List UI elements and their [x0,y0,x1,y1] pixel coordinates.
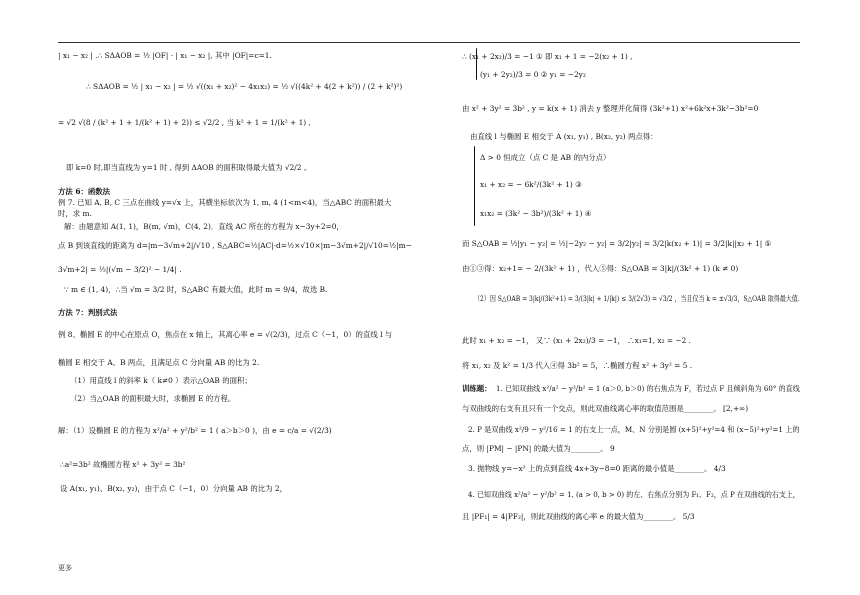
formula-line: （2）因 S△OAB = 3|k|/(3k²+1) = 3/(3|k| + 1/|k|) ≤ 3/(2√3) = √3/2 ，当且仅当 k = ±√3/3，S△OAB 取得最大值. [474,294,800,303]
text-line: | x₁ − x₂ | .∴ SΔAOB = ½ |OF| · | x₁ − x₂ |, 其中 |OF|=c=1. [58,51,272,60]
footer-more: 更多 [58,564,72,572]
system-line: Δ > 0 恒成立（点 C 是 AB 的内分点） [480,153,611,162]
answer-text: ∴a²=3b² 故椭圆方程 x² + 3y² = 3b² [60,460,186,469]
system-line: x₁x₂ = (3k² − 3b²)/(3k² + 1) ④ [480,209,592,218]
formula-line: ∴ SΔAOB = ½ | x₁ − x₂ | = ½ √((x₁ + x₂)² − 4x₁x₂) = ½ √((4k² + 4(2 + k²)) / (2 + k²)²) [86,82,403,91]
formula-line: = √2 √(8 / (k² + 1 + 1/(k² + 1) + 2)) ≤ √2/2 , 当 k² + 1 = 1/(k² + 1) , [58,118,311,127]
exercise-text: 与双曲线的右支有且只有一个交点，则此双曲线离心率的取值范围是________。 [2,+∞) [462,404,749,413]
text-line: 将 x₁, x₂ 及 k² = 1/3 代入④得 3b² = 5，∴椭圆方程 x² + 3y² = 5 . [462,361,693,370]
exercise-text: 4. 已知双曲线 x²/a² − y²/b² = 1, (a > 0, b > 0) 的左、右焦点分别为 F₁、F₂，点 P 在双曲线的右支上， [468,490,800,499]
method-heading: 方法 7：判别式法 [58,308,118,317]
question-text: （1）用直线 l 的斜率 k（ k≠0 ）表示△OAB 的面积； [70,376,252,385]
solution-text: 解：由题意知 A(1, 1)，B(m, √m)，C(4, 2)．直线 AC 所在的方程为 x−3y+2=0， [64,222,344,231]
formula-line: 由①③得：x₂+1= − 2/(3k² + 1) ，代入⑤得：S△OAB = 3|k|/(3k² + 1) (k ≠ 0) [462,264,739,273]
text-line: 此时 x₁ + x₂ = −1， 又∵ (x₁ + 2x₂)/3 = −1， ∴x₁=1, x₂ = −2 . [462,336,692,345]
example-text: 椭圆 E 相交于 A、B 两点，且满足点 C 分向量 AB 的比为 2. [58,358,260,367]
solution-text: 3√m+2| = ½|(√m − 3/2)² − 1/4| . [58,265,182,274]
text-line: 即 k=0 时,即当直线为 y=1 时 , 得到 ΔAOB 的面积取得最大值为 √2/2 。 [66,163,312,172]
solution-text: ∵ m ∈ (1, 4)，∴当 √m = 3/2 时，S△ABC 有最大值，此时 m = 9/4，故选 B. [64,285,328,294]
system-line: x₁ + x₂ = − 6k²/(3k² + 1) ③ [480,180,582,189]
text-line: 由 x² + 3y² = 3b² , y = k(x + 1) 消去 y 整理并化简得 (3k²+1) x²+6k²x+3k²−3b²=0 [462,104,759,113]
text-line: 由直线 l 与椭圆 E 相交于 A (x₁, y₁) , B(x₂, y₂) 两点得： [470,132,658,141]
formula-line: 而 S△OAB = ½|y₁ − y₂| = ½|−2y₂ − y₂| = 3/2|y₂| = 3/2|k(x₂ + 1)| = 3/2|k||x₂ + 1| ⑤ [462,239,772,248]
answer-text: 解：（1）设椭圆 E 的方程为 x²/a² + y²/b² = 1 ( a＞b＞0 )，由 e = c/a = √(2/3) [58,426,332,435]
example-text: 时，求 m. [58,209,92,218]
solution-text: 点 B 到该直线的距离为 d=|m−3√m+2|/√10 , S△ABC=½|AC|·d=½×√10×|m−3√m+2|/√10=½|m− [58,241,412,250]
question-text: （2）当△OAB 的面积最大时，求椭圆 E 的方程。 [70,394,236,403]
exercise-text: 1. 已知双曲线 x²/a² − y²/b² = 1 (a＞0, b＞0) 的右焦点为 F，若过点 F 且倾斜角为 60° 的直线 [496,384,800,393]
exercise-text: 2. P 是双曲线 x²/9 − y²/16 = 1 的右支上一点，M、N 分别是圆 (x+5)²+y²=4 和 (x−5)²+y²=1 上的 [468,425,800,434]
exercise-text: 点，则 |PM| − |PN| 的最大值为________。 9 [462,444,615,453]
system-line: ∴ (x₁ + 2x₂)/3 = −1 ① 即 x₁ + 1 = −2(x₂ + 1) , [462,52,633,61]
brace [474,146,475,226]
answer-text: 设 A(x₁, y₁)、B(x₂, y₂)，由于点 C（−1，0）分向量 AB 的比为 2， [60,484,287,493]
example-text: 例 7. 已知 A, B, C 三点在曲线 y=√x 上，其横坐标依次为 1, m, 4 (1<m<4)，当△ABC 的面积最大 [58,198,392,207]
exercise-text: 且 |PF₁| = 4|PF₂|，则此双曲线的离心率 e 的最大值为________。 5/3 [462,512,695,521]
method-heading: 方法 6：函数法 [58,187,111,196]
system-line: (y₁ + 2y₂)/3 = 0 ② y₁ = −2y₂ [480,70,586,79]
example-text: 例 8、椭圆 E 的中心在原点 O，焦点在 x 轴上，其离心率 e = √(2/3)，过点 C（−1，0）的直线 l 与 [58,330,393,339]
header-rule [58,42,800,43]
exercise-text: 3. 抛物线 y=−x² 上的点到直线 4x+3y−8=0 距离的最小值是________。 4/3 [468,464,726,473]
training-label: 训练题： [462,384,492,393]
